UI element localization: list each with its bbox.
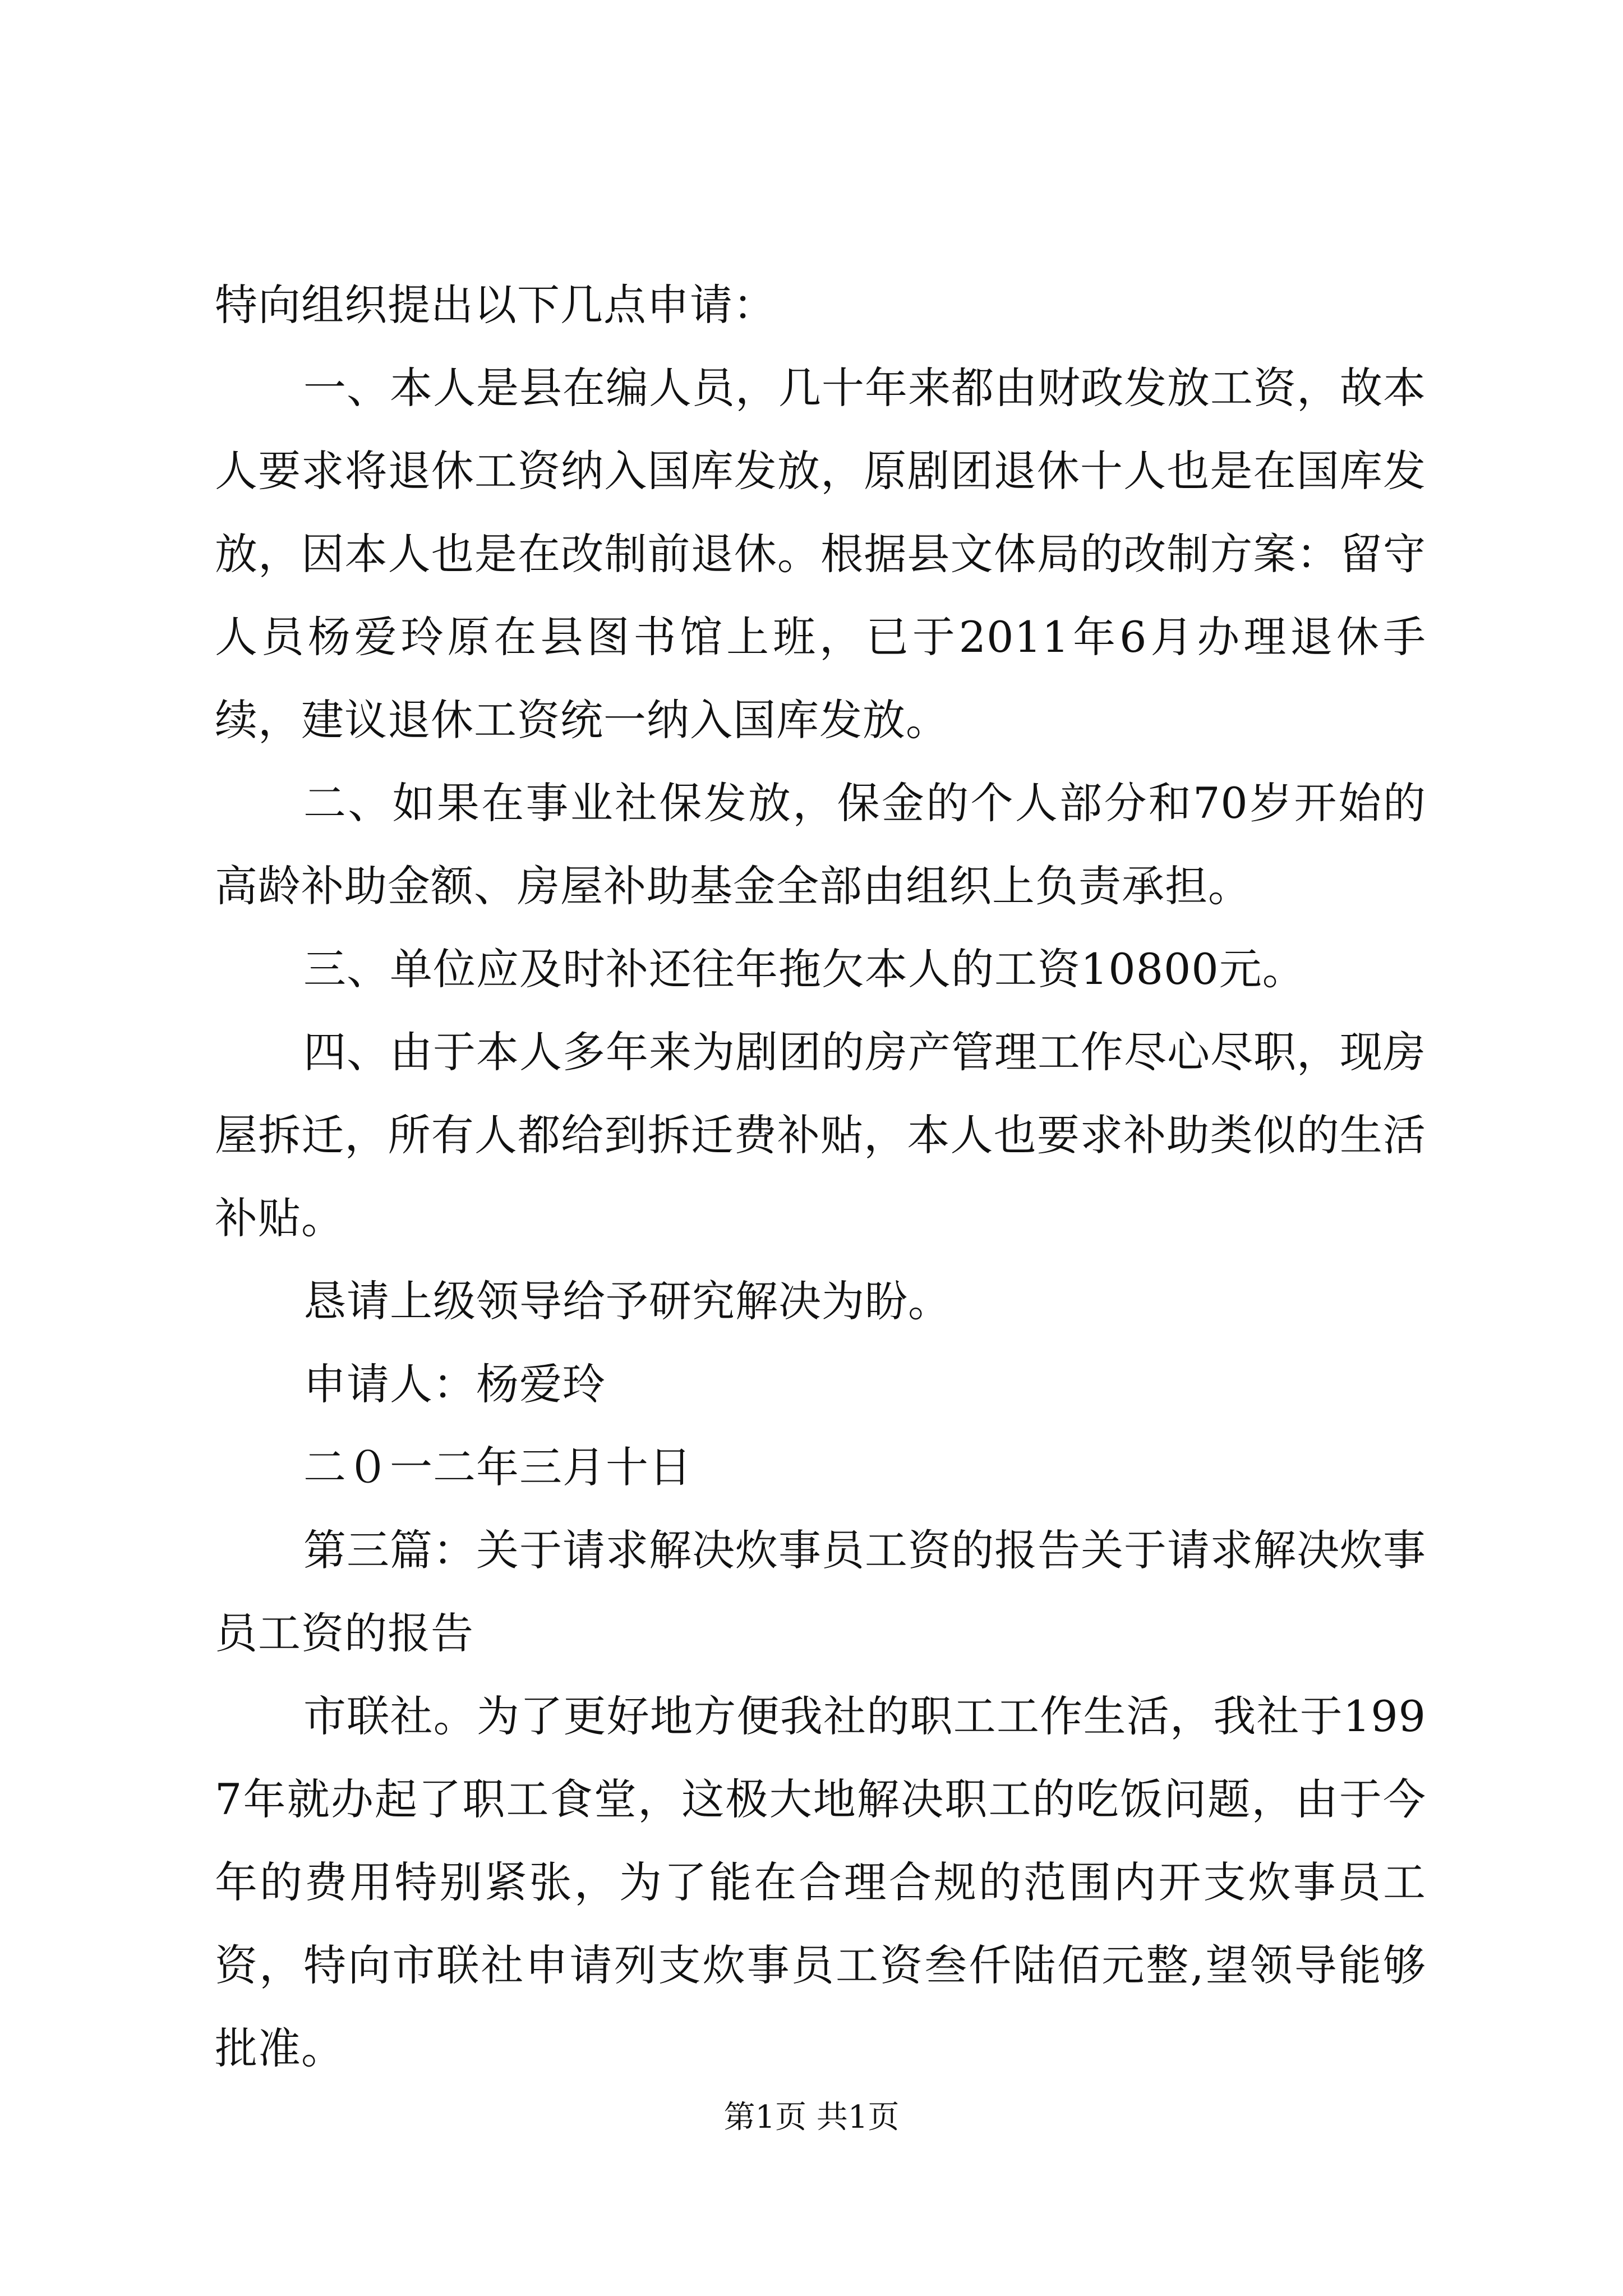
paragraph-item-1: 一、本人是县在编人员，几十年来都由财政发放工资，故本人要求将退休工资纳入国库发放，原剧团退休十人也是在国库发放，因本人也是在改制前退休。根据县文体局的改制方案：留守人员杨爱玲原在县图书馆上班，已于2011年6月办理退休手续，建议退休工资统一纳入国库发放。 [215,363,1426,745]
paragraph-request: 恳请上级领导给予研究解决为盼。 [303,1276,951,1326]
paragraph-report-body: 市联社。为了更好地方便我社的职工工作生活，我社于1997年就办起了职工食堂，这极大地解决职工的吃饭问题，由于今年的费用特别紧张，为了能在合理合规的范围内开支炊事员工资，特向市联社申请列支炊事员工资叁仟陆佰元整,望领导能够批准。 [215,1691,1426,2073]
paragraph-intro: 特向组织提出以下几点申请： [215,280,776,330]
paragraph-item-3: 三、单位应及时补还往年拖欠本人的工资10800元。 [303,944,1306,994]
section-heading: 第三篇：关于请求解决炊事员工资的报告关于请求解决炊事员工资的报告 [215,1525,1426,1658]
paragraph-item-2: 二、如果在事业社保发放，保金的个人部分和70岁开始的高龄补助金额、房屋补助基金全部由组织上负责承担。 [215,778,1426,911]
document-body [215,264,1426,2090]
paragraph-item-4: 四、由于本人多年来为剧团的房产管理工作尽心尽职，现房屋拆迁，所有人都给到拆迁费补贴，本人也要求补助类似的生活补贴。 [215,1027,1426,1243]
date-line: 二０一二年三月十日 [303,1442,692,1492]
page-footer: 第1页 共1页 [723,2099,900,2136]
applicant-line: 申请人：杨爱玲 [303,1359,606,1409]
